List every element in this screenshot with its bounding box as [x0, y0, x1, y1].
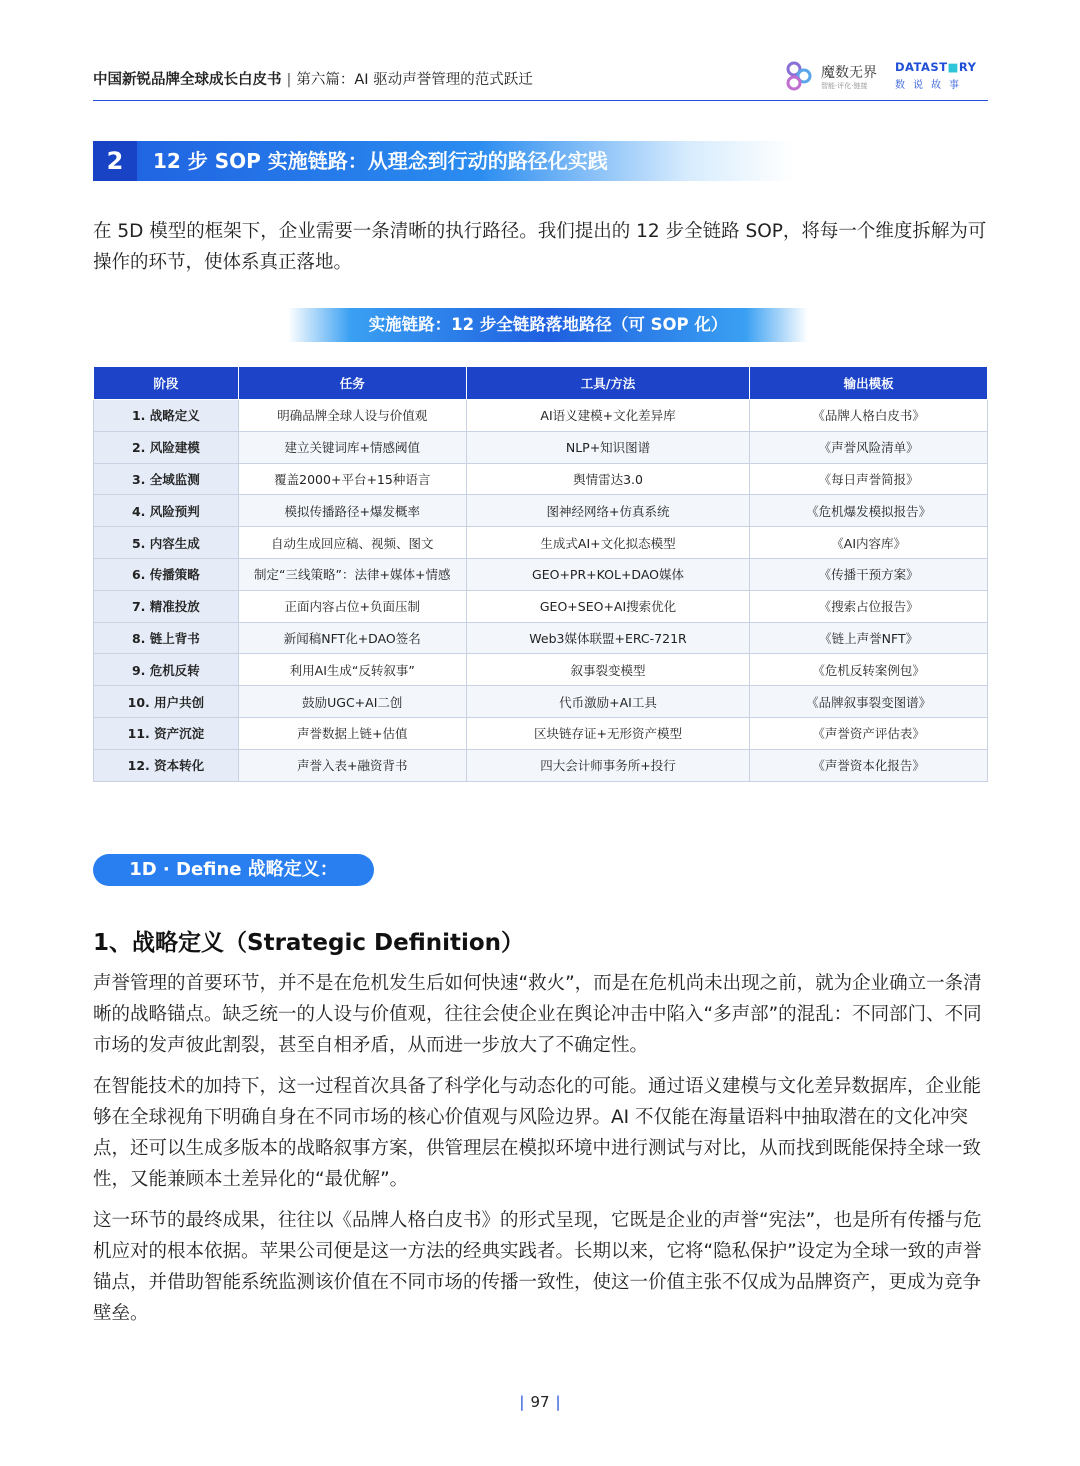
body-paragraph: 声誉管理的首要环节，并不是在危机发生后如何快速“救火”，而是在危机尚未出现之前，就为企业确立一条清晰的战略锚点。缺乏统一的人设与价值观，往往会使企业在舆论冲击中陷入“多声部”的混乱：不同部门、不同市场的发声彼此割裂，甚至自相矛盾，从而进一步放大了不确定性。 — [93, 973, 982, 1056]
page-number: 97 — [530, 1393, 550, 1411]
task-cell: 新闻稿NFT化+DAO签名 — [238, 622, 466, 654]
stage-cell: 6. 传播策略 — [94, 558, 239, 590]
output-cell: 《每日声誉简报》 — [750, 463, 988, 495]
task-cell: 声誉入表+融资背书 — [238, 749, 466, 781]
output-cell: 《AI内容库》 — [750, 527, 988, 559]
output-cell: 《声誉资产评估表》 — [750, 717, 988, 749]
stage-cell: 8. 链上背书 — [94, 622, 239, 654]
stage-cell: 3. 全域监测 — [94, 463, 239, 495]
output-cell: 《危机反转案例包》 — [750, 654, 988, 686]
tool-cell: 叙事裂变模型 — [466, 654, 750, 686]
table-row — [94, 495, 988, 527]
footer-bar-right: | — [555, 1393, 561, 1411]
chapter-title: 第六篇：AI 驱动声誉管理的范式跃迁 — [296, 72, 533, 88]
footer-bar-left: | — [519, 1393, 525, 1411]
dimension-pill: 1D · Define 战略定义： — [93, 854, 374, 886]
datastory-logo — [895, 60, 988, 94]
section-title: 12 步 SOP 实施链路：从理念到行动的路径化实践 — [153, 149, 608, 173]
stage-cell: 5. 内容生成 — [94, 527, 239, 559]
tool-cell: Web3媒体联盟+ERC-721R — [466, 622, 750, 654]
body-paragraph: 这一环节的最终成果，往往以《品牌人格白皮书》的形式呈现，它既是企业的声誉“宪法”，也是所有传播与危机应对的根本依据。苹果公司便是这一方法的经典实践者。长期以来，它将“隐私保护”设定为全球一致的声誉锚点，并借助智能系统监测该价值在不同市场的传播一致性，使这一价值主张不仅成为品牌资产，更成为竞争壁垒。 — [93, 1210, 982, 1324]
mosu-logo-icon — [783, 60, 815, 92]
task-cell: 声誉数据上链+估值 — [238, 717, 466, 749]
task-cell: 覆盖2000+平台+15种语言 — [238, 463, 466, 495]
task-cell: 正面内容占位+负面压制 — [238, 590, 466, 622]
stage-cell: 12. 资本转化 — [94, 749, 239, 781]
stage-cell: 4. 风险预判 — [94, 495, 239, 527]
mosu-logo — [783, 58, 887, 94]
tool-cell: GEO+PR+KOL+DAO媒体 — [466, 558, 750, 590]
output-cell: 《传播干预方案》 — [750, 558, 988, 590]
output-cell: 《搜索占位报告》 — [750, 590, 988, 622]
tool-cell: 四大会计师事务所+投行 — [466, 749, 750, 781]
datastory-logo-cn: 数说故事 — [895, 80, 967, 91]
col-header-output: 输出模板 — [750, 367, 988, 400]
tool-cell: 代币激励+AI工具 — [466, 686, 750, 718]
datastory-logo-en: DATAST■RY — [895, 60, 977, 74]
table-row — [94, 590, 988, 622]
header-separator: | — [286, 72, 292, 88]
task-cell: 建立关键词库+情感阈值 — [238, 431, 466, 463]
stage-cell: 9. 危机反转 — [94, 654, 239, 686]
tool-cell: 区块链存证+无形资产模型 — [466, 717, 750, 749]
mosu-logo-name: 魔数无界 — [821, 65, 877, 81]
output-cell: 《声誉资本化报告》 — [750, 749, 988, 781]
col-header-stage: 阶段 — [94, 367, 239, 400]
body-paragraph: 在智能技术的加持下，这一过程首次具备了科学化与动态化的可能。通过语义建模与文化差异数据库，企业能够在全球视角下明确自身在不同市场的核心价值观与风险边界。AI 不仅能在海量语料中抽取潜在的文化冲突点，还可以生成多版本的战略叙事方案，供管理层在模拟环境中进行测试与对比，从而找到既能保持全球一致性，又能兼顾本土差异化的“最优解”。 — [93, 1076, 982, 1190]
table-row — [94, 400, 988, 432]
tool-cell: 生成式AI+文化拟态模型 — [466, 527, 750, 559]
mosu-logo-tagline: 智能·评化·链接 — [821, 82, 868, 90]
tool-cell: AI语义建模+文化差异库 — [466, 400, 750, 432]
tool-cell: 舆情雷达3.0 — [466, 463, 750, 495]
output-cell: 《链上声誉NFT》 — [750, 622, 988, 654]
table-row — [94, 558, 988, 590]
page-footer — [0, 1393, 1080, 1411]
tool-cell: NLP+知识图谱 — [466, 431, 750, 463]
sop-table — [93, 366, 988, 782]
task-cell: 明确品牌全球人设与价值观 — [238, 400, 466, 432]
section-number: 2 — [93, 141, 137, 181]
stage-cell: 1. 战略定义 — [94, 400, 239, 432]
task-cell: 制定“三线策略”：法律+媒体+情感 — [238, 558, 466, 590]
intro-paragraph: 在 5D 模型的框架下，企业需要一条清晰的执行路径。我们提出的 12 步全链路 SOP，将每一个维度拆解为可操作的环节，使体系真正落地。 — [93, 221, 987, 273]
header-title — [93, 68, 533, 89]
task-cell: 模拟传播路径+爆发概率 — [238, 495, 466, 527]
tool-cell: GEO+SEO+AI搜索优化 — [466, 590, 750, 622]
table-caption: 实施链路：12 步全链路落地路径（可 SOP 化） — [288, 308, 808, 342]
col-header-tool: 工具/方法 — [466, 367, 750, 400]
stage-cell: 10. 用户共创 — [94, 686, 239, 718]
body-text — [93, 968, 988, 1339]
col-header-task: 任务 — [238, 367, 466, 400]
task-cell: 自动生成回应稿、视频、图文 — [238, 527, 466, 559]
tool-cell: 图神经网络+仿真系统 — [466, 495, 750, 527]
table-row — [94, 654, 988, 686]
task-cell: 鼓励UGC+AI二创 — [238, 686, 466, 718]
section-header — [93, 141, 793, 181]
subsection-heading: 1、战略定义（Strategic Definition） — [93, 930, 525, 956]
output-cell: 《声誉风险清单》 — [750, 431, 988, 463]
output-cell: 《品牌叙事裂变图谱》 — [750, 686, 988, 718]
stage-cell: 2. 风险建模 — [94, 431, 239, 463]
table-row — [94, 749, 988, 781]
table-row — [94, 622, 988, 654]
output-cell: 《危机爆发模拟报告》 — [750, 495, 988, 527]
table-row — [94, 717, 988, 749]
stage-cell: 11. 资产沉淀 — [94, 717, 239, 749]
table-row — [94, 686, 988, 718]
table-row — [94, 527, 988, 559]
report-title: 中国新锐品牌全球成长白皮书 — [93, 72, 282, 88]
task-cell: 利用AI生成“反转叙事” — [238, 654, 466, 686]
table-header-row — [94, 367, 988, 400]
page-header — [93, 52, 988, 101]
table-row — [94, 431, 988, 463]
output-cell: 《品牌人格白皮书》 — [750, 400, 988, 432]
table-row — [94, 463, 988, 495]
stage-cell: 7. 精准投放 — [94, 590, 239, 622]
